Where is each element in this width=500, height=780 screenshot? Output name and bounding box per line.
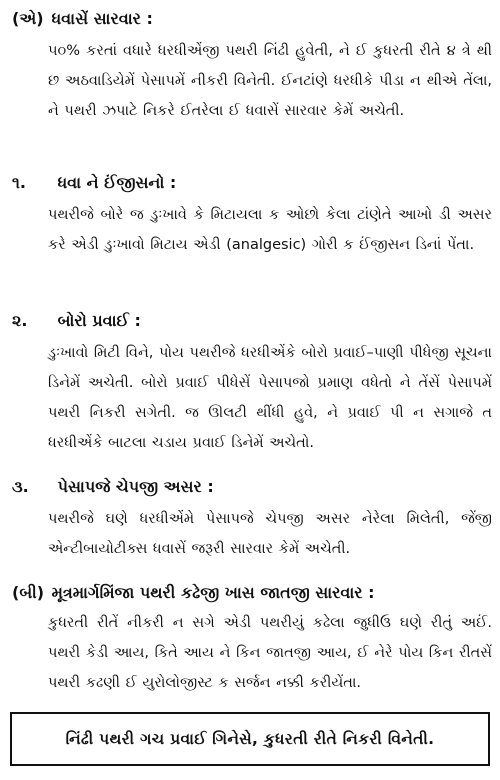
section-2-body: ડુઃખાવો મિટી વિને, પોય પથરીજે ધરધીએંકે બોરો પ્રવાઈ–પાણી પીધેજી સૂચના ડિનેમેં અચેતી. બોરો પ્રવાઈ પીધેસેં પેસાપજો પ્રમાણ વધેતો ને તેંસેં પેસાપમેં પથરી નિકરી સગેતી. જ ઊલટી થીંધી હુવે, ને પ્રવાઈ પી ન સગાજે ત ધરધીએંકે બાટલા ચડાય પ્રવાઈ ડિનેમેં અચેતો. xyxy=(48,345,492,451)
section-2-title: બોરો પ્રવાઈ : xyxy=(57,311,141,330)
highlight-note-text: નિંઢી પથરી ગચ પ્રવાઈ ગિનેસે, કુધરતી રીતે નિકરી વિનેતી. xyxy=(65,729,435,748)
section-3-title: પેસાપજે ચેપજી અસર : xyxy=(57,477,214,496)
section-3-number: ૩. xyxy=(12,477,29,496)
section-b-heading xyxy=(12,582,375,604)
section-a-body: ૫૦% કરતાં વધારે ધરધીએંજી પથરી નિંઢી હુવેતી, ને ઈ કુધરતી રીતે ૪ ત્રે થી છ અઠવાડિયેમેં પેસાપમેં નીકરી વિનેતી. ઈનટાંણે ધરધીકે પીડા ન થીએ તેંલા, ને પથરી ઝપાટે નિકરે ઈતરેલા ઈ ધવાસેં સારવાર કેમેં અચેતી. xyxy=(48,43,492,119)
section-1-body: પથરીજે બોરે જ ડુઃખાવે કે મિટાયલા ક ઓછો કેલા ટાંણેતે આખો ડી અસર કરે એડી ડુઃખાવો મિટાય એડી (analgesic) ગોરી ક ઈંજીસન ડિનાં પેંતા. xyxy=(48,207,492,253)
section-1-number: ૧. xyxy=(12,173,26,192)
section-b-body: કુધરતી રીતેં નીકરી ન સગે એડી પથરીયું કઢેલા જુધીઉ ઘણે રીતું અઈં. પથરી કેડી આય, કિતે આય ને કિન જાતજી આય, ઈ નેરે પોય કિન રીતસેં પથરી કઢણી ઈ યુરોલોજીસ્ટ ક સર્જન નક્કી કરીયેંતા. xyxy=(48,615,492,691)
section-2-heading xyxy=(12,310,141,332)
section-a-heading xyxy=(12,8,153,30)
highlight-note-box xyxy=(10,712,490,766)
section-2-number: ૨. xyxy=(12,311,28,330)
section-3-body: પથરીજે ઘણે ધરધીએંમે પેસાપજે ચેપજી અસર નેરેલા મિલેતી, જેંજી એન્ટીબાયોટીક્સ ધવાસેં જરૂરી સારવાર કેમેં અચેતી. xyxy=(48,511,492,557)
section-a-title: ધવાસેં સારવાર : xyxy=(51,9,153,28)
section-1-title: ધવા ને ઈંજીસનો : xyxy=(57,173,177,192)
section-b-number: (બી) xyxy=(12,583,45,602)
section-3-heading xyxy=(12,476,214,498)
section-b-title: મૂત્રમાર્ગમિંજા પથરી કઢેજી ખાસ જાતજી સારવાર : xyxy=(51,583,375,602)
section-a-number: (એ) xyxy=(12,9,44,28)
section-1-heading xyxy=(12,172,176,194)
